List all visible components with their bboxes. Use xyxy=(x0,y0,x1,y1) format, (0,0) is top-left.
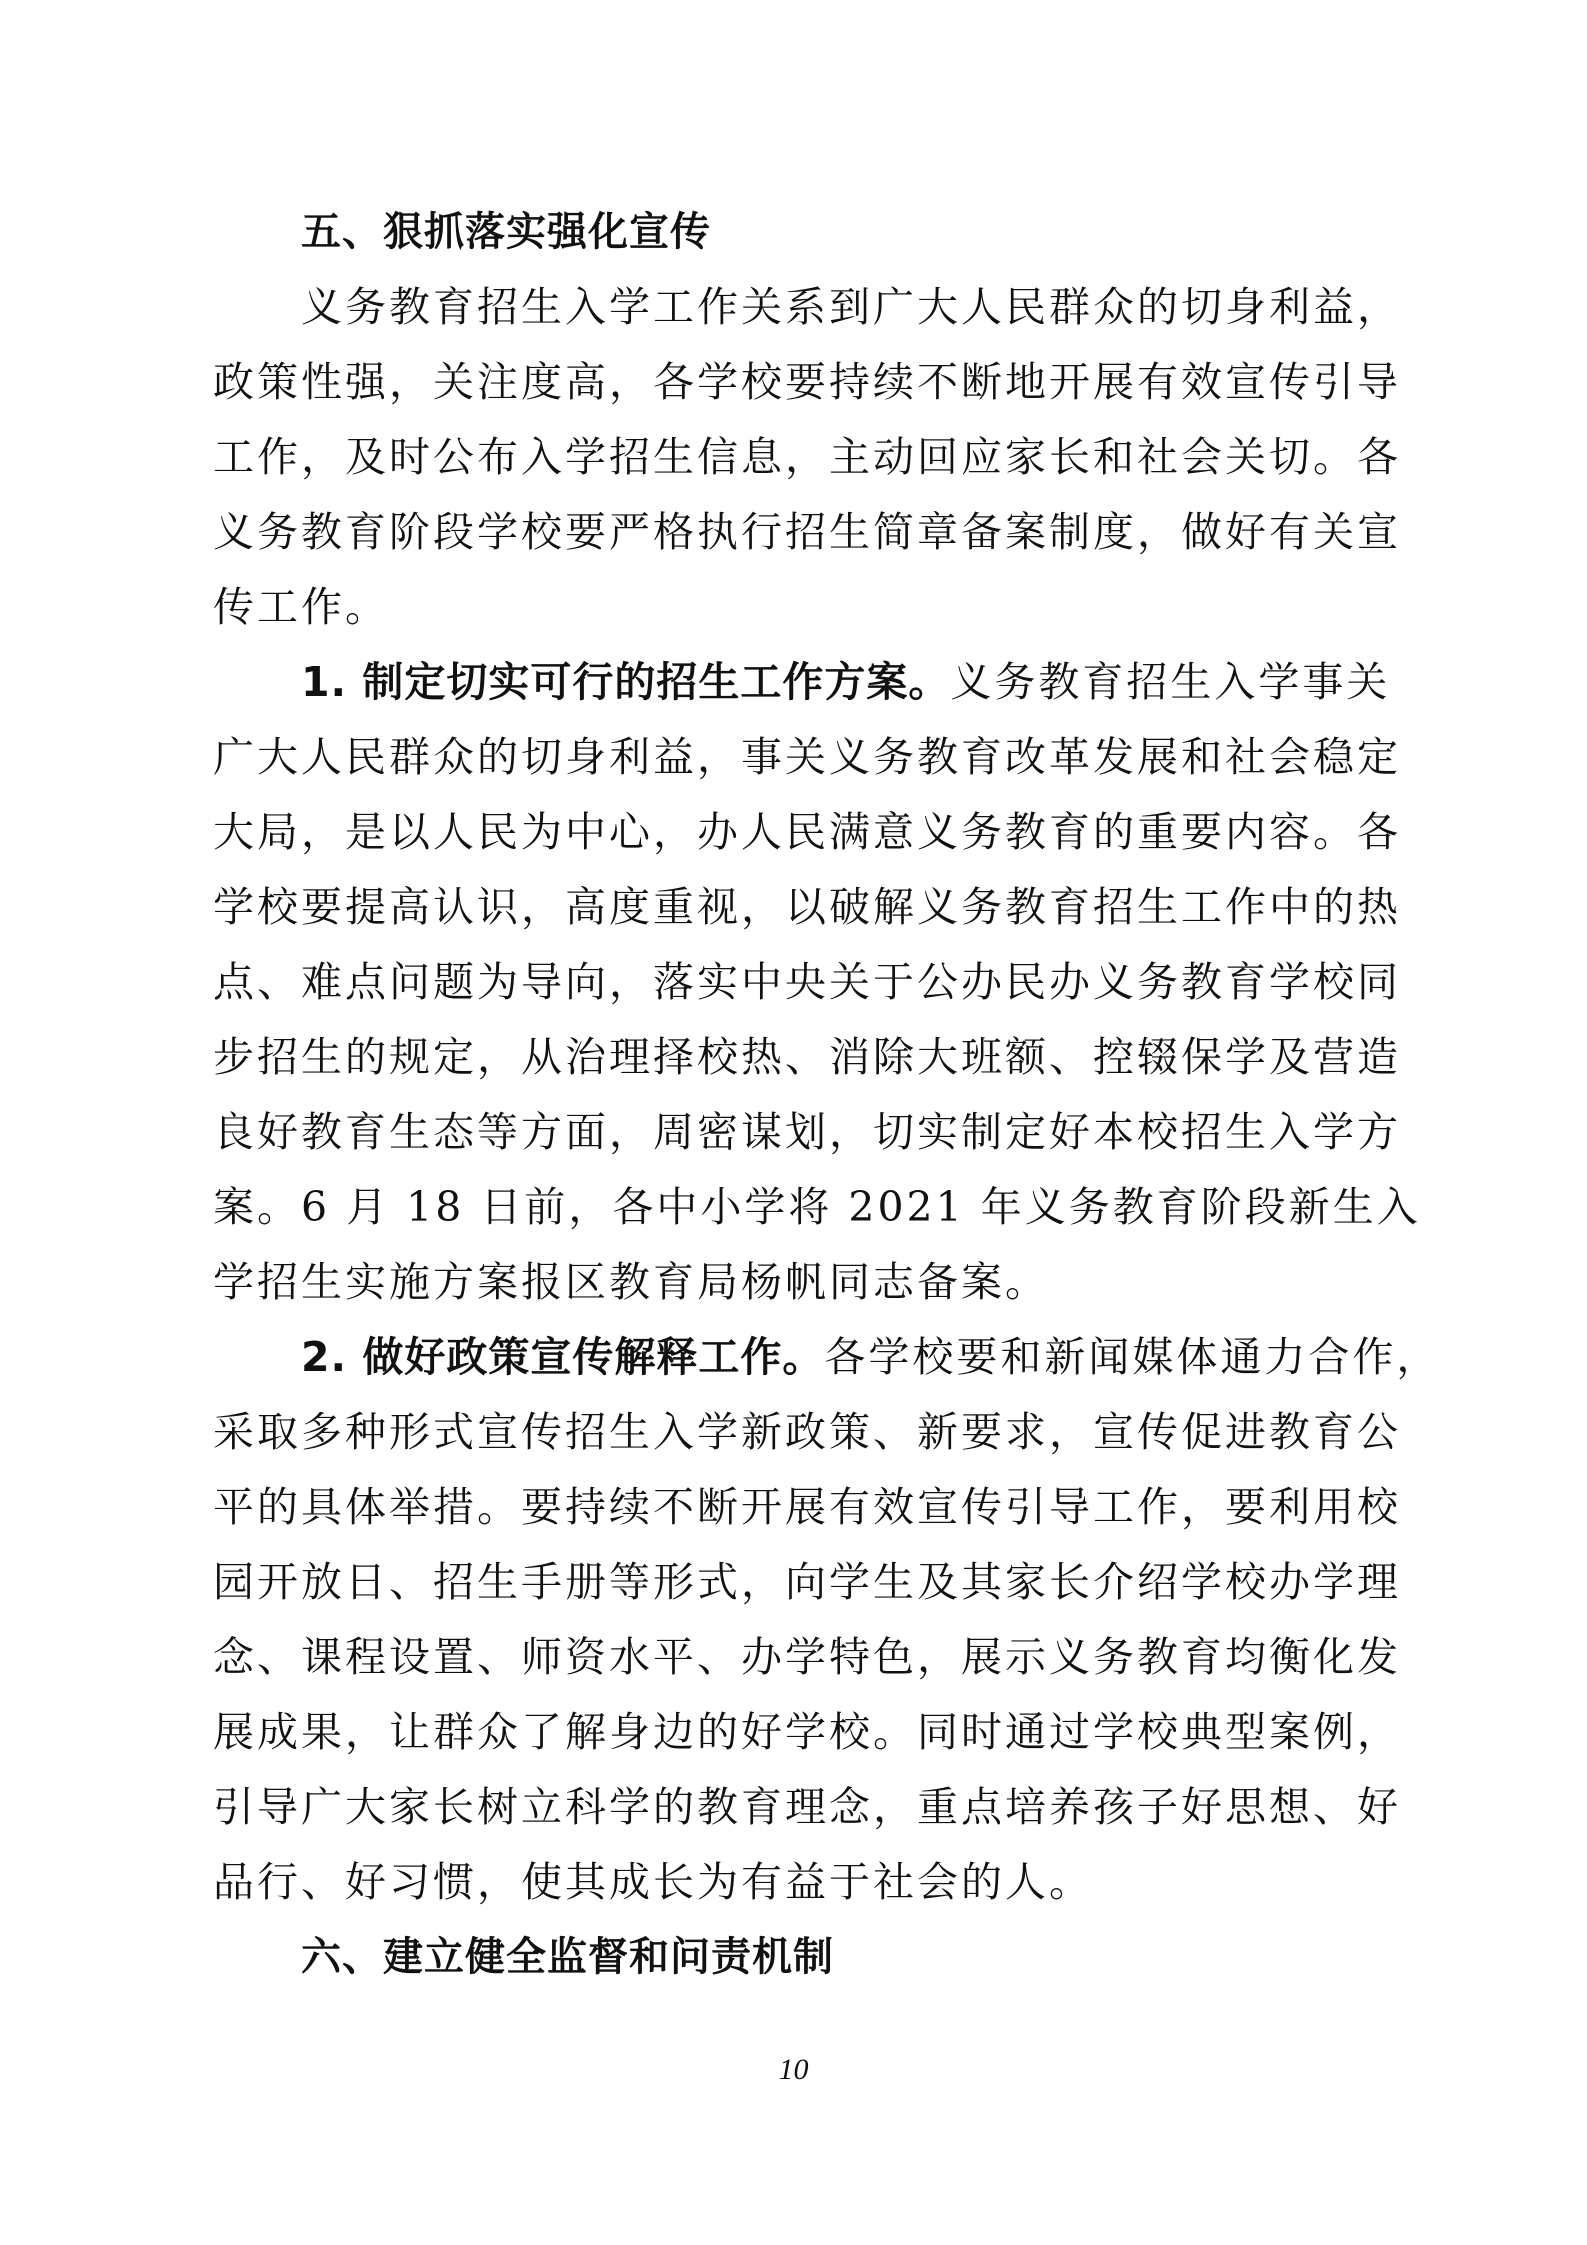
item-2-line: 引导广大家长树立科学的教育理念，重点培养孩子好思想、好 xyxy=(213,1783,1401,1831)
intro-line: 义务教育招生入学工作关系到广大人民群众的切身利益， xyxy=(301,283,1401,331)
page-number: 10 xyxy=(778,2053,809,2086)
item-2-paragraph xyxy=(213,1320,1441,1920)
item-1-first-line xyxy=(213,645,1391,720)
item-2-first-line xyxy=(213,1320,1441,1395)
item-1-line: 学校要提高认识，高度重视，以破解义务教育招生工作中的热 xyxy=(213,883,1401,931)
item-2-line: 平的具体举措。要持续不断开展有效宣传引导工作，要利用校 xyxy=(213,1483,1401,1531)
intro-line: 传工作。 xyxy=(213,583,389,631)
item-1-line: 学招生实施方案报区教育局杨帆同志备案。 xyxy=(213,1258,1049,1306)
item-1-line: 点、难点问题为导向，落实中央关于公办民办义务教育学校同 xyxy=(213,958,1401,1006)
intro-line: 政策性强，关注度高，各学校要持续不断地开展有效宣传引导 xyxy=(213,358,1401,406)
item-2-line: 采取多种形式宣传招生入学新政策、新要求，宣传促进教育公 xyxy=(213,1408,1401,1456)
item-1-line: 步招生的规定，从治理择校热、消除大班额、控辍保学及营造 xyxy=(213,1033,1401,1081)
item-2-line: 园开放日、招生手册等形式，向学生及其家长介绍学校办学理 xyxy=(213,1558,1401,1606)
item-1-line: 良好教育生态等方面，周密谋划，切实制定好本校招生入学方 xyxy=(213,1108,1401,1156)
item-1-first-line-text: 义务教育招生入学事关 xyxy=(950,658,1391,706)
section-6-heading: 六、建立健全监督和问责机制 xyxy=(301,1934,834,1980)
item-2-first-line-text: 各学校要和新闻媒体通力合作， xyxy=(824,1333,1441,1381)
item-1-paragraph xyxy=(213,645,1421,1320)
section-5-heading: 五、狠抓落实强化宣传 xyxy=(301,209,711,255)
item-1-line: 案。6 月 18 日前，各中小学将 2021 年义务教育阶段新生入 xyxy=(213,1183,1421,1231)
item-1-line: 广大人民群众的切身利益，事关义务教育改革发展和社会稳定 xyxy=(213,733,1401,781)
page-body xyxy=(213,195,1441,1995)
item-1-lead-title: 1. 制定切实可行的招生工作方案。 xyxy=(301,658,951,706)
section-5-intro-paragraph xyxy=(213,270,1401,645)
item-2-lead-title: 2. 做好政策宣传解释工作。 xyxy=(301,1333,825,1381)
intro-line: 工作，及时公布入学招生信息，主动回应家长和社会关切。各 xyxy=(213,433,1401,481)
item-1-line: 大局，是以人民为中心，办人民满意义务教育的重要内容。各 xyxy=(213,808,1401,856)
item-2-line: 品行、好习惯，使其成长为有益于社会的人。 xyxy=(213,1858,1093,1906)
item-2-line: 念、课程设置、师资水平、办学特色，展示义务教育均衡化发 xyxy=(213,1633,1401,1681)
item-2-line: 展成果，让群众了解身边的好学校。同时通过学校典型案例， xyxy=(213,1708,1401,1756)
intro-line: 义务教育阶段学校要严格执行招生简章备案制度，做好有关宣 xyxy=(213,508,1401,556)
